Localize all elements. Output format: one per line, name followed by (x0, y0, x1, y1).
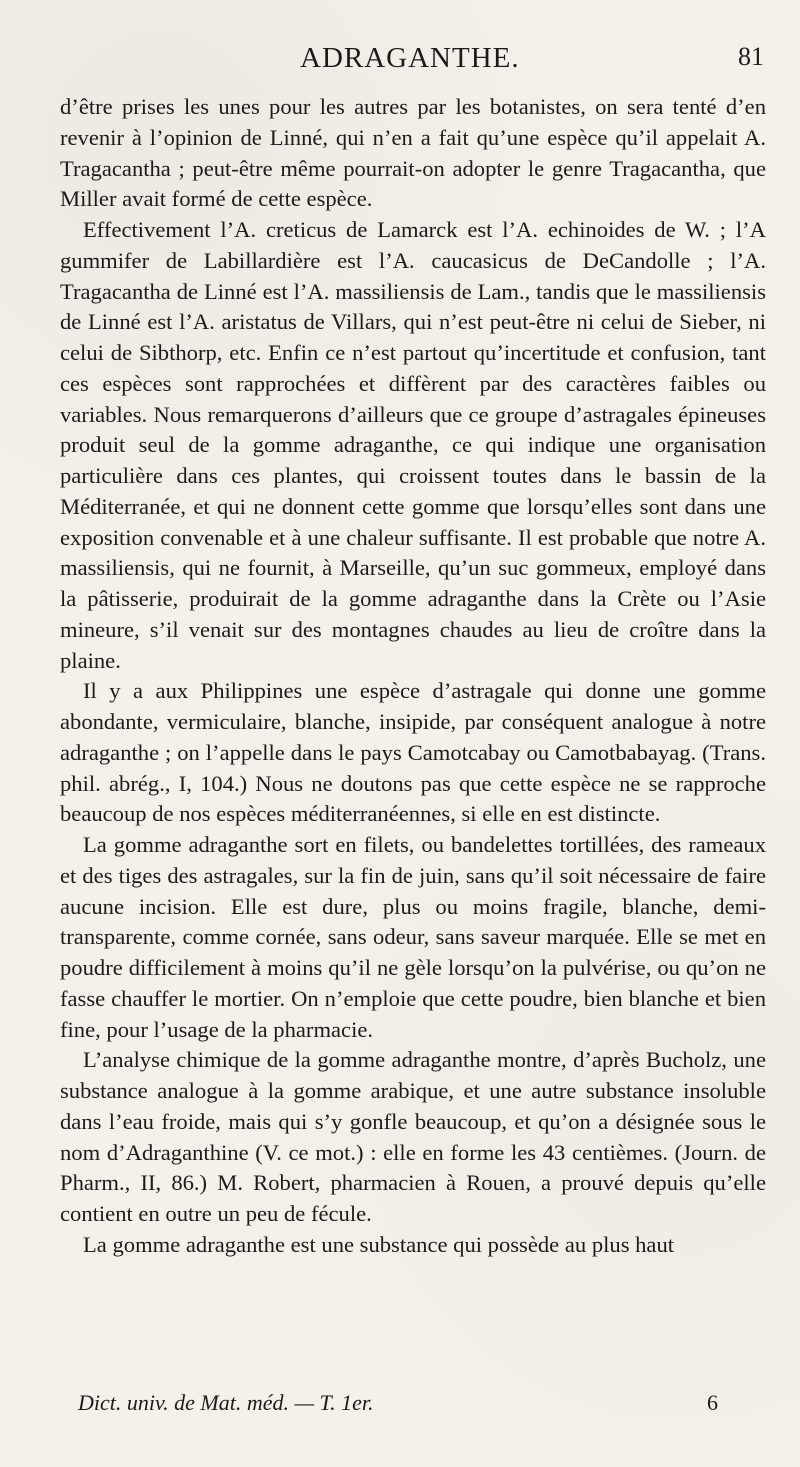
signature-mark: 6 (707, 1390, 718, 1415)
page-number: 81 (738, 42, 764, 71)
paragraph-6: La gomme adraganthe est une substance qui possède au plus haut (83, 1231, 675, 1257)
page-header (60, 42, 766, 78)
paragraph-5: L’analyse chimique de la gomme adraganthe montre, d’après Bucholz, une substance analogue à la gomme arabique, et une autre substance insoluble dans l’eau froide, mais qui s’y gonfle beaucoup, et qu’on a désignée sous le nom d’Adraganthine (V. ce mot.) : elle en forme les 43 centièmes. (Journ. de Pharm., II, 86.) M. Robert, pharmacien à Rouen, a prouvé depuis qu’elle contient en outre un peu de fécule. (60, 1047, 766, 1226)
text-body (60, 92, 766, 1261)
paragraph-3: Il y a aux Philippines une espèce d’astragale qui donne une gomme abondante, vermiculaire, blanche, insipide, par conséquent analogue à notre adraganthe ; on l’appelle dans le pays Camotcabay ou Camotbabayag. (Trans. phil. abrég., I, 104.) Nous ne doutons pas que cette espèce ne se rapproche beaucoup de nos espèces méditerranéennes, si elle en est distincte. (60, 678, 766, 827)
paragraph-2: Effectivement l’A. creticus de Lamarck est l’A. echinoides de W. ; l’A gummifer de Labillardière est l’A. caucasicus de DeCandolle ; l’A. Tragacantha de Linné est l’A. massiliensis de Lam., tandis que le massiliensis de Linné est l’A. aristatus de Villars, qui n’est peut-être ni celui de Sieber, ni celui de Sibthorp, etc. Enfin ce n’est partout qu’incertitude et confusion, tant ces espèces sont rapprochées et diffèrent par des caractères faibles ou variables. Nous remarquerons d’ailleurs que ce groupe d’astragales épineuses produit seul de la gomme adraganthe, ce qui indique une organisation particulière dans ces plantes, qui croissent toutes dans le bassin de la Méditerranée, et qui ne donnent cette gomme que lorsqu’elles sont dans une exposition convenable et à une chaleur suffisante. Il est probable que notre A. massiliensis, qui ne fournit, à Marseille, qu’un suc gommeux, employé dans la pâtisserie, produirait de la gomme adraganthe dans la Crète ou l’Asie mineure, s’il venait sur des montagnes chaudes au lieu de croître dans la plaine. (60, 217, 766, 673)
paragraph-1: d’être prises les unes pour les autres par les botanistes, on sera tenté d’en revenir à l’opinion de Linné, qui n’en a fait qu’une espèce qu’il appelait A. Tragacantha ; peut-être même pourrait-on adopter le genre Tragacantha, que Miller avait formé de cette espèce. (60, 94, 766, 212)
paragraph-4: La gomme adraganthe sort en filets, ou bandelettes tortillées, des rameaux et des tiges des astragales, sur la fin de juin, sans qu’il soit nécessaire de faire aucune incision. Elle est dure, plus ou moins fragile, blanche, demi-transparente, comme cornée, sans odeur, sans saveur marquée. Elle se met en poudre difficilement à moins qu’il ne gèle lorsqu’on la pulvérise, ou qu’on ne fasse chauffer le mortier. On n’emploie que cette poudre, bien blanche et bien fine, pour l’usage de la pharmacie. (60, 832, 766, 1042)
page-footer (78, 1390, 718, 1416)
running-head: ADRAGANTHE. (300, 42, 520, 74)
footer-citation: Dict. univ. de Mat. méd. — T. 1er. (78, 1390, 374, 1415)
